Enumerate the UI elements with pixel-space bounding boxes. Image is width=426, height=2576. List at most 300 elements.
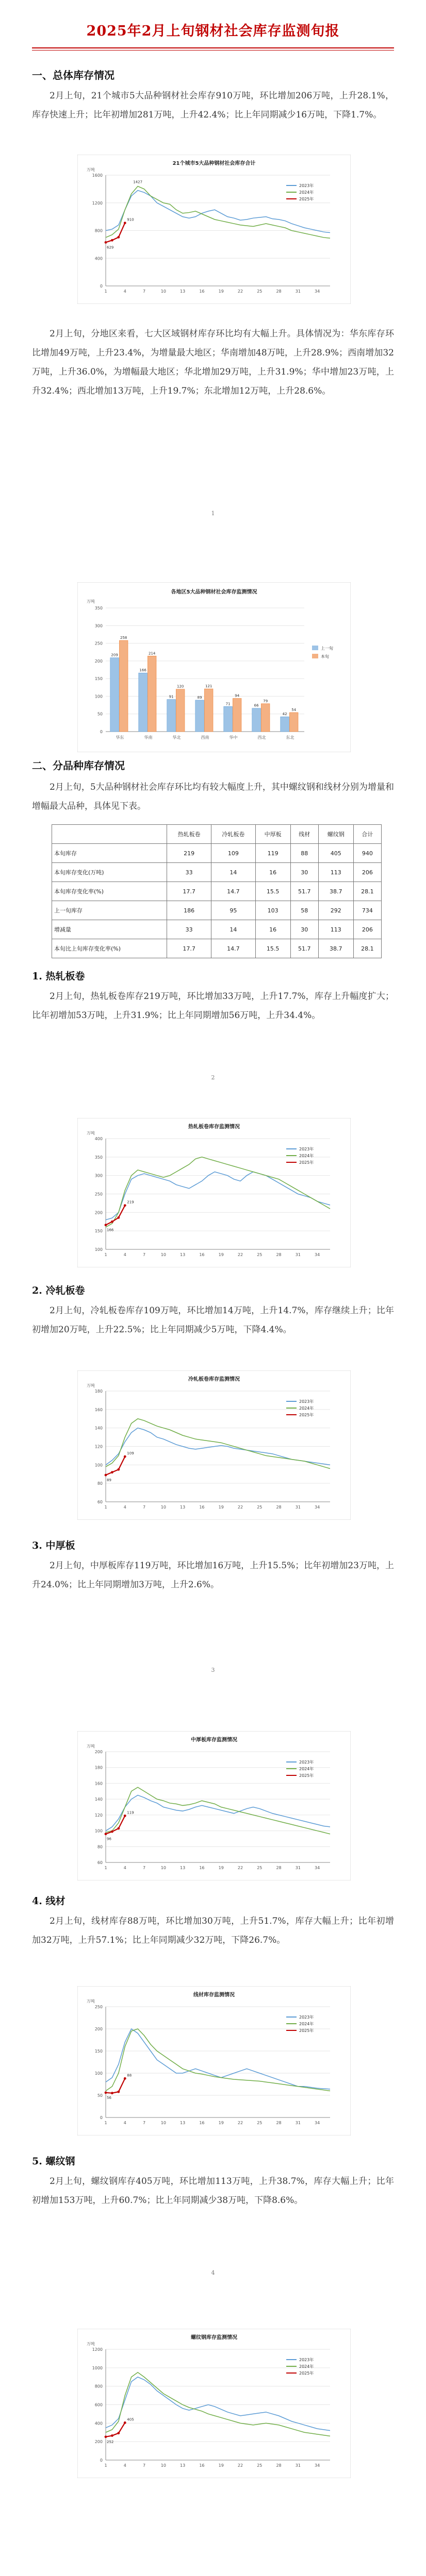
y-tick-label: 80	[97, 1844, 103, 1850]
x-tick-label: 22	[237, 2463, 243, 2468]
x-tick-label: 7	[143, 2463, 146, 2468]
legend-label: 2023年	[299, 183, 314, 188]
table-cell: 33	[167, 863, 211, 882]
y-tick-label: 160	[94, 1407, 103, 1412]
bar-value-label: 166	[139, 668, 146, 673]
x-tick-label: 16	[199, 289, 205, 294]
table-cell: 940	[353, 844, 381, 863]
y-tick-label: 100	[94, 1463, 103, 1468]
data-label: 88	[127, 2073, 132, 2078]
y-tick-label: 200	[94, 1750, 103, 1754]
report-title: 2025年2月上旬钢材社会库存监测旬报	[86, 23, 340, 39]
table-header-cell: 中厚板	[255, 825, 290, 844]
y-tick-label: 200	[94, 2439, 103, 2445]
x-tick-label: 16	[199, 1252, 205, 1257]
chart-title: 各地区5大品种钢材社会库存监测情况	[171, 589, 257, 595]
table-row	[52, 939, 382, 958]
y-tick-label: 100	[94, 694, 103, 699]
x-tick-label: 4	[123, 2121, 126, 2125]
data-label: 910	[127, 217, 134, 222]
x-tick-label: 25	[257, 2463, 263, 2468]
x-tick-label: 华东	[116, 735, 124, 740]
y-tick-label: 0	[100, 284, 103, 289]
x-tick-label: 25	[257, 1505, 263, 1510]
title-rule-top	[32, 47, 394, 48]
y-tick-label: 1200	[92, 200, 103, 206]
x-tick-label: 1	[104, 289, 107, 294]
y-tick-label: 250	[94, 1192, 103, 1197]
chart-cold-rolled	[77, 1370, 351, 1520]
bar-value-label: 91	[169, 694, 174, 699]
x-tick-label: 19	[218, 289, 224, 294]
legend-label: 2024年	[299, 1154, 314, 1158]
x-tick-label: 22	[237, 1866, 243, 1870]
x-tick-label: 34	[315, 1866, 320, 1870]
x-tick-label: 34	[315, 1252, 320, 1257]
y-tick-label: 200	[94, 658, 103, 664]
series-point	[117, 1468, 120, 1471]
x-tick-label: 19	[218, 1866, 224, 1870]
bar-本旬	[148, 656, 156, 732]
bar-value-label: 79	[263, 699, 268, 703]
y-tick-label: 150	[94, 1229, 103, 1234]
x-tick-label: 25	[257, 1866, 263, 1870]
x-tick-label: 22	[237, 289, 243, 294]
x-tick-label: 16	[199, 1505, 205, 1510]
x-tick-label: 19	[218, 2463, 224, 2468]
chart-title: 21个城市5大品种钢材社会库存合计	[172, 161, 256, 166]
legend-swatch	[312, 654, 318, 658]
table-cell: 219	[167, 844, 211, 863]
series-point	[124, 2421, 126, 2424]
x-tick-label: 34	[315, 2121, 320, 2125]
legend-swatch	[312, 646, 318, 650]
legend-label: 2024年	[299, 1406, 314, 1411]
x-tick-label: 1	[104, 2121, 107, 2125]
y-tick-label: 120	[94, 1444, 103, 1449]
series-point	[105, 1224, 107, 1226]
series-point	[124, 2077, 126, 2080]
table-row-label: 本旬比上旬库存变化率(%)	[52, 939, 167, 958]
y-tick-label: 120	[94, 1812, 103, 1818]
table-row	[52, 901, 382, 920]
y-axis-unit: 万吨	[87, 167, 95, 172]
table-cell: 14.7	[211, 882, 256, 901]
y-tick-label: 1000	[92, 2365, 103, 2370]
table-row	[52, 844, 382, 863]
table-cell: 14	[211, 863, 256, 882]
bar-本旬	[176, 689, 185, 732]
variety-table	[52, 824, 382, 958]
table-cell: 38.7	[318, 939, 353, 958]
table-header-cell: 螺纹钢	[318, 825, 353, 844]
x-tick-label: 4	[123, 2463, 126, 2468]
chart-rebar	[77, 2329, 351, 2478]
x-tick-label: 华南	[144, 735, 153, 740]
item-text-rebar: 2月上旬，螺纹钢库存405万吨，环比增加113万吨，上升38.7%，库存大幅上升；比年初增加153万吨，上升60.7%；比上年同期减少38万吨，下降8.6%。	[32, 2176, 394, 2206]
table-cell: 51.7	[290, 882, 318, 901]
bar-上一旬	[281, 717, 289, 732]
table-cell: 15.5	[255, 939, 290, 958]
legend-label: 2023年	[299, 1399, 314, 1404]
table-cell: 95	[211, 901, 256, 920]
item-heading-hot-rolled: 1. 热轧板卷	[32, 971, 85, 982]
table-cell: 17.7	[167, 882, 211, 901]
bar-value-label: 120	[177, 684, 184, 689]
table-cell: 38.7	[318, 882, 353, 901]
y-tick-label: 200	[94, 2027, 103, 2031]
x-tick-label: 西南	[201, 735, 209, 740]
legend-label: 2025年	[299, 2028, 314, 2033]
y-tick-label: 800	[94, 2384, 103, 2389]
chart-frame	[77, 1731, 351, 1880]
data-label: 89	[107, 1478, 111, 1483]
x-tick-label: 34	[315, 2463, 320, 2468]
series-point	[111, 1831, 113, 1833]
table-row-label: 本旬库存变化率(%)	[52, 882, 167, 901]
x-tick-label: 19	[218, 2121, 224, 2125]
x-tick-label: 13	[180, 289, 186, 294]
bar-本旬	[261, 704, 270, 732]
y-tick-label: 140	[94, 1426, 103, 1431]
x-tick-label: 4	[123, 1866, 126, 1870]
table-header-cell: 合计	[353, 825, 381, 844]
x-tick-label: 31	[295, 2463, 301, 2468]
table-cell: 103	[255, 901, 290, 920]
table-row-label: 增减量	[52, 920, 167, 939]
y-tick-label: 180	[94, 1389, 103, 1394]
x-tick-label: 7	[143, 1252, 146, 1257]
chart-frame	[77, 1118, 351, 1267]
chart-wire	[77, 1986, 351, 2136]
y-axis-unit: 万吨	[87, 2342, 95, 2346]
table-cell: 14	[211, 920, 256, 939]
chart-regions	[77, 582, 351, 752]
legend-label: 2025年	[299, 1160, 314, 1165]
page-number: 1	[211, 510, 215, 517]
paragraph-regions: 2月上旬，分地区来看，七大区域钢材库存环比均有大幅上升。具体情况为：华东库存环比增加49万吨，上升23.4%，为增量最大地区；华南增加48万吨，上升28.9%；西南增加32万吨，上升36.0%，为增幅最大地区；华北增加29万吨，上升31.9%；华中增加23万吨，上升32.4%；西北增加13万吨，上升19.7%；东北增加12万吨，上升28.6%。	[32, 329, 394, 396]
table-header-cell	[52, 825, 167, 844]
y-axis-unit: 万吨	[87, 1131, 95, 1136]
y-tick-label: 400	[94, 1137, 103, 1141]
x-tick-label: 16	[199, 2463, 205, 2468]
item-heading-rebar: 5. 螺纹钢	[32, 2156, 75, 2167]
legend-label: 2023年	[299, 1760, 314, 1765]
bar-上一旬	[224, 706, 233, 732]
bar-本旬	[204, 689, 213, 732]
y-tick-label: 250	[94, 2005, 103, 2009]
x-tick-label: 34	[315, 1505, 320, 1510]
x-tick-label: 31	[295, 1505, 301, 1510]
legend-label: 2024年	[299, 2022, 314, 2026]
y-tick-label: 100	[94, 2071, 103, 2076]
series-point	[117, 2432, 120, 2434]
y-axis-unit: 万吨	[87, 1744, 95, 1749]
table-cell: 51.7	[290, 939, 318, 958]
series-point	[124, 222, 126, 224]
y-tick-label: 150	[94, 676, 103, 682]
x-tick-label: 25	[257, 289, 263, 294]
table-cell: 30	[290, 863, 318, 882]
y-tick-label: 50	[97, 711, 103, 717]
table-cell: 405	[318, 844, 353, 863]
x-tick-label: 22	[237, 1252, 243, 1257]
paragraph-overall: 2月上旬，21个城市5大品种钢材社会库存910万吨，环比增加206万吨，上升28.1%，库存快速上升；比年初增加281万吨，上升42.4%；比上年同期减少16万吨，下降1.7%。	[32, 91, 394, 120]
series-point	[124, 1455, 126, 1458]
x-tick-label: 西北	[257, 735, 266, 740]
table-cell: 88	[290, 844, 318, 863]
series-point	[111, 239, 113, 242]
x-tick-label: 25	[257, 1252, 263, 1257]
legend-label: 2024年	[299, 2364, 314, 2369]
x-tick-label: 13	[180, 1866, 186, 1870]
table-cell: 14.7	[211, 939, 256, 958]
x-tick-label: 19	[218, 1252, 224, 1257]
data-label: 252	[107, 2439, 114, 2444]
bar-value-label: 209	[111, 653, 118, 657]
x-tick-label: 4	[123, 1505, 126, 1510]
data-label: 1427	[133, 180, 143, 184]
chart-frame	[77, 1986, 351, 2136]
x-tick-label: 31	[295, 1866, 301, 1870]
bar-上一旬	[167, 700, 176, 732]
x-tick-label: 1	[104, 1505, 107, 1510]
x-tick-label: 28	[276, 2121, 282, 2125]
series-point	[105, 1833, 107, 1835]
x-tick-label: 7	[143, 289, 146, 294]
x-tick-label: 28	[276, 289, 282, 294]
chart-total-inventory	[77, 155, 351, 304]
x-tick-label: 10	[160, 2121, 166, 2125]
x-tick-label: 东北	[286, 735, 294, 740]
table-cell: 30	[290, 920, 318, 939]
bar-本旬	[233, 699, 241, 732]
table-cell: 113	[318, 920, 353, 939]
table-header-row	[52, 825, 382, 844]
x-tick-label: 10	[160, 289, 166, 294]
y-tick-label: 80	[97, 1481, 103, 1486]
y-axis-unit: 万吨	[87, 599, 95, 604]
item-heading-plate: 3. 中厚板	[32, 1540, 75, 1551]
y-tick-label: 400	[94, 2421, 103, 2426]
x-tick-label: 华北	[172, 735, 181, 740]
y-tick-label: 180	[94, 1765, 103, 1770]
bar-value-label: 54	[291, 707, 297, 712]
bar-本旬	[289, 713, 298, 732]
x-tick-label: 22	[237, 1505, 243, 1510]
paragraph-varieties: 2月上旬，5大品种钢材社会库存环比均有较大幅度上升，其中螺纹钢和线材分别为增量和增幅最大品种，具体见下表。	[32, 782, 394, 811]
series-point	[111, 2092, 113, 2094]
page-number: 2	[211, 1074, 215, 1081]
y-tick-label: 300	[94, 1173, 103, 1178]
table-header-cell: 热轧板卷	[167, 825, 211, 844]
item-heading-cold-rolled: 2. 冷轧板卷	[32, 1285, 85, 1296]
data-label: 166	[107, 1228, 114, 1232]
item-text-hot-rolled: 2月上旬，热轧板卷库存219万吨，环比增加33万吨，上升17.7%，库存上升幅度扩大；比年初增加53万吨，上升31.9%；比上年同期增加56万吨，上升34.4%。	[32, 991, 394, 1021]
x-tick-label: 31	[295, 2121, 301, 2125]
x-tick-label: 22	[237, 2121, 243, 2125]
x-tick-label: 28	[276, 2463, 282, 2468]
x-tick-label: 28	[276, 1866, 282, 1870]
table-cell: 16	[255, 863, 290, 882]
table-row	[52, 920, 382, 939]
bar-上一旬	[110, 658, 119, 732]
series-point	[105, 241, 107, 244]
series-point	[111, 1221, 113, 1223]
table-row-label: 本旬库存	[52, 844, 167, 863]
table-cell: 206	[353, 920, 381, 939]
y-tick-label: 100	[94, 1247, 103, 1252]
y-tick-label: 250	[94, 641, 103, 646]
x-tick-label: 28	[276, 1252, 282, 1257]
x-tick-label: 28	[276, 1505, 282, 1510]
chart-hot-rolled	[77, 1118, 351, 1267]
chart-plate	[77, 1731, 351, 1880]
x-tick-label: 4	[123, 289, 126, 294]
legend-label: 2023年	[299, 1147, 314, 1151]
series-point	[124, 1815, 126, 1817]
legend-label: 本旬	[321, 654, 329, 659]
chart-frame	[77, 2329, 351, 2478]
data-label: 629	[107, 245, 114, 250]
x-tick-label: 7	[143, 2121, 146, 2125]
legend-label: 上一旬	[321, 646, 333, 651]
table-cell: 33	[167, 920, 211, 939]
series-point	[117, 1827, 120, 1830]
series-point	[105, 2435, 107, 2438]
x-tick-label: 7	[143, 1505, 146, 1510]
series-point	[124, 1204, 126, 1207]
x-tick-label: 34	[315, 289, 320, 294]
table-cell: 109	[211, 844, 256, 863]
item-heading-wire: 4. 线材	[32, 1895, 65, 1907]
x-tick-label: 31	[295, 289, 301, 294]
bar-value-label: 121	[205, 684, 212, 689]
x-tick-label: 1	[104, 1866, 107, 1870]
table-cell: 734	[353, 901, 381, 920]
bar-上一旬	[252, 708, 261, 732]
table-cell: 28.1	[353, 939, 381, 958]
chart-title: 热轧板卷库存监测情况	[188, 1124, 240, 1130]
x-tick-label: 7	[143, 1866, 146, 1870]
y-axis-unit: 万吨	[87, 1999, 95, 2004]
y-tick-label: 400	[94, 256, 103, 261]
y-axis-unit: 万吨	[87, 1383, 95, 1388]
bar-value-label: 42	[282, 712, 287, 717]
bar-value-label: 71	[225, 702, 231, 706]
x-tick-label: 1	[104, 1252, 107, 1257]
item-text-plate: 2月上旬，中厚板库存119万吨，环比增加16万吨，上升15.5%；比年初增加23万吨，上升24.0%；比上年同期增加3万吨，上升2.6%。	[32, 1561, 394, 1590]
chart-title: 线材库存监测情况	[193, 1992, 235, 1998]
bar-本旬	[119, 640, 128, 732]
table-cell: 58	[290, 901, 318, 920]
data-label: 119	[127, 1810, 134, 1815]
y-tick-label: 150	[94, 2049, 103, 2054]
data-label: 109	[127, 1451, 134, 1456]
data-label: 405	[127, 2417, 134, 2422]
x-tick-label: 16	[199, 1866, 205, 1870]
y-tick-label: 600	[94, 2402, 103, 2408]
x-tick-label: 10	[160, 1866, 166, 1870]
page-number: 3	[211, 1667, 215, 1673]
x-tick-label: 13	[180, 2463, 186, 2468]
table-cell: 119	[255, 844, 290, 863]
x-tick-label: 10	[160, 1252, 166, 1257]
series-point	[111, 1471, 113, 1473]
chart-title: 冷轧板卷库存监测情况	[188, 1377, 240, 1382]
x-tick-label: 华中	[229, 735, 238, 740]
legend-label: 2024年	[299, 1767, 314, 1771]
item-text-wire: 2月上旬，线材库存88万吨，环比增加30万吨，上升51.7%，库存大幅上升；比年初增加32万吨，上升57.1%；比上年同期减少32万吨，下降26.7%。	[32, 1916, 394, 1945]
chart-frame	[77, 1370, 351, 1520]
y-tick-label: 1200	[92, 2347, 103, 2352]
section-heading-overall: 一、总体库存情况	[32, 69, 114, 81]
y-tick-label: 60	[97, 1500, 103, 1504]
bar-上一旬	[139, 673, 148, 732]
bar-上一旬	[195, 700, 204, 732]
x-tick-label: 13	[180, 2121, 186, 2125]
series-point	[111, 2434, 113, 2437]
x-tick-label: 10	[160, 1505, 166, 1510]
table-row-label: 上一旬库存	[52, 901, 167, 920]
y-tick-label: 0	[100, 730, 103, 734]
x-tick-label: 4	[123, 1252, 126, 1257]
legend-label: 2024年	[299, 190, 314, 195]
legend-label: 2023年	[299, 2358, 314, 2362]
table-header-cell: 线材	[290, 825, 318, 844]
y-tick-label: 300	[94, 623, 103, 629]
bar-value-label: 94	[235, 693, 240, 698]
y-tick-label: 350	[94, 1155, 103, 1160]
table-row	[52, 882, 382, 901]
y-tick-label: 140	[94, 1797, 103, 1802]
bar-value-label: 66	[254, 703, 259, 708]
table-header-cell: 冷轧板卷	[211, 825, 256, 844]
x-tick-label: 10	[160, 2463, 166, 2468]
y-tick-label: 100	[94, 1828, 103, 1834]
x-tick-label: 13	[180, 1252, 186, 1257]
series-point	[117, 2091, 120, 2093]
table-cell: 206	[353, 863, 381, 882]
table-cell: 16	[255, 920, 290, 939]
x-tick-label: 25	[257, 2121, 263, 2125]
x-tick-label: 16	[199, 2121, 205, 2125]
table-row	[52, 863, 382, 882]
table-cell: 186	[167, 901, 211, 920]
legend-label: 2023年	[299, 2015, 314, 2020]
item-text-cold-rolled: 2月上旬，冷轧板卷库存109万吨，环比增加14万吨，上升14.7%，库存继续上升；比年初增加20万吨，上升22.5%；比上年同期减少5万吨，下降4.4%。	[32, 1306, 394, 1335]
bar-value-label: 89	[197, 695, 202, 700]
y-tick-label: 0	[100, 2115, 103, 2120]
y-tick-label: 350	[94, 606, 103, 611]
page-number: 4	[211, 2269, 215, 2276]
chart-title: 中厚板库存监测情况	[191, 1737, 237, 1743]
data-label: 96	[107, 1837, 111, 1841]
x-tick-label: 1	[104, 2463, 107, 2468]
table-row-label: 本旬库存变化(万吨)	[52, 863, 167, 882]
y-tick-label: 1600	[92, 173, 103, 178]
data-label: 219	[127, 1200, 134, 1205]
chart-title: 螺纹钢库存监测情况	[191, 2335, 237, 2341]
x-tick-label: 31	[295, 1252, 301, 1257]
legend-label: 2025年	[299, 2371, 314, 2376]
legend-label: 2025年	[299, 197, 314, 201]
bar-value-label: 214	[149, 651, 156, 656]
table-cell: 292	[318, 901, 353, 920]
y-tick-label: 200	[94, 1210, 103, 1215]
y-tick-label: 800	[94, 228, 103, 233]
table-cell: 15.5	[255, 882, 290, 901]
